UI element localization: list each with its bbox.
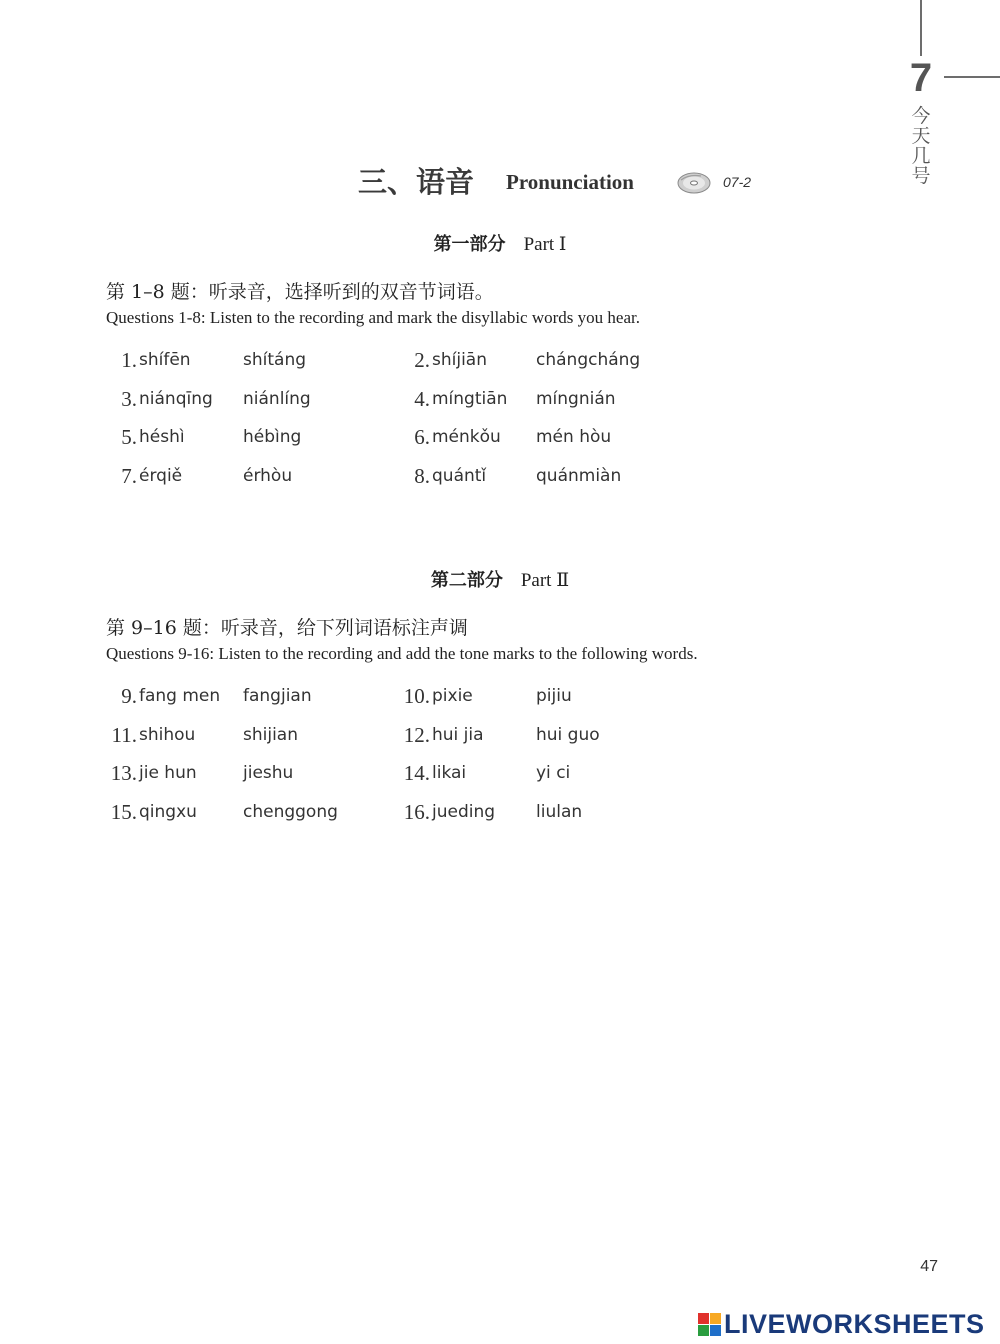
answer-option-b[interactable]: chángcháng bbox=[536, 350, 641, 370]
answer-option-a[interactable]: érqiě bbox=[139, 466, 183, 487]
part2-instruction-cn: 第 9–16 题：听录音，给下列词语标注声调 bbox=[106, 617, 468, 639]
page-number: 47 bbox=[920, 1258, 938, 1275]
question-number bbox=[399, 462, 430, 490]
question-number-label: 6. bbox=[414, 425, 430, 450]
answer-option-b[interactable]: érhòu bbox=[243, 466, 293, 487]
answer-option-b[interactable]: hui guo bbox=[536, 724, 600, 745]
question-number bbox=[399, 346, 430, 374]
logo-block bbox=[710, 1313, 721, 1324]
logo-block bbox=[698, 1325, 709, 1336]
answer-option-b[interactable]: chenggong bbox=[243, 802, 338, 823]
chapter-title: 今 天 几 号 bbox=[911, 105, 931, 187]
answer-option-a[interactable]: quántǐ bbox=[432, 466, 487, 487]
audio-track-number: 07-2 bbox=[723, 174, 752, 190]
question-number bbox=[106, 423, 137, 451]
liveworksheets-logo[interactable] bbox=[698, 1308, 985, 1340]
question-number-label: 16. bbox=[403, 800, 430, 825]
question-number-label: 13. bbox=[110, 761, 137, 786]
question-number bbox=[106, 682, 137, 710]
answer-option-b[interactable]: míngnián bbox=[536, 388, 616, 409]
question-number-label: 4. bbox=[414, 386, 430, 411]
question-number-label: 3. bbox=[121, 386, 137, 411]
answer-option-a[interactable]: likai bbox=[432, 763, 467, 784]
chapter-number: 7 bbox=[909, 56, 933, 100]
question-number bbox=[399, 385, 430, 413]
answer-option-b[interactable]: liulan bbox=[536, 802, 583, 823]
question-number bbox=[399, 759, 430, 787]
question-number-label: 14. bbox=[403, 761, 430, 786]
question-number-label: 12. bbox=[403, 722, 430, 747]
question-number bbox=[106, 346, 137, 374]
chapter-tab-line bbox=[920, 0, 922, 56]
part2-heading: 第二部分 Part Ⅱ bbox=[430, 570, 570, 591]
answer-option-a[interactable]: héshì bbox=[139, 427, 185, 448]
question-number bbox=[399, 721, 430, 749]
question-number-label: 1. bbox=[121, 348, 137, 372]
question-number bbox=[399, 798, 430, 826]
section-heading bbox=[0, 160, 1000, 204]
question-number bbox=[106, 759, 137, 787]
question-number-label: 15. bbox=[110, 800, 137, 825]
question-number-label: 10. bbox=[403, 684, 430, 708]
question-number-label: 8. bbox=[414, 464, 430, 489]
answer-option-b[interactable]: niánlíng bbox=[243, 388, 311, 409]
logo-icon bbox=[698, 1313, 721, 1336]
answer-option-a[interactable]: hui jia bbox=[432, 724, 484, 745]
logo-block bbox=[698, 1313, 709, 1324]
answer-option-b[interactable]: jieshu bbox=[243, 763, 294, 784]
answer-option-a[interactable]: shíjiān bbox=[432, 350, 487, 370]
section-title-en: Pronunciation bbox=[506, 170, 634, 194]
logo-text: LIVEWORKSHEETS bbox=[724, 1309, 985, 1339]
question-number-label: 9. bbox=[121, 684, 137, 708]
question-number-label: 5. bbox=[121, 425, 137, 450]
question-number-label: 11. bbox=[111, 722, 137, 747]
part2-instruction-en: Questions 9-16: Listen to the recording and add the tone marks to the following words. bbox=[106, 644, 698, 663]
answer-option-a[interactable]: shífēn bbox=[139, 350, 191, 370]
answer-option-b[interactable]: mén hòu bbox=[536, 427, 612, 448]
answer-option-b[interactable]: pijiu bbox=[536, 686, 572, 706]
answer-option-b[interactable]: quánmiàn bbox=[536, 466, 622, 487]
answer-option-b[interactable]: shijian bbox=[243, 724, 298, 745]
question-number bbox=[106, 721, 137, 749]
answer-option-a[interactable]: jueding bbox=[432, 802, 496, 823]
answer-option-a[interactable]: pixie bbox=[432, 686, 473, 706]
part1-instruction-en: Questions 1-8: Listen to the recording and mark the disyllabic words you hear. bbox=[106, 308, 640, 327]
answer-option-a[interactable]: qingxu bbox=[139, 802, 197, 823]
question-number bbox=[106, 798, 137, 826]
answer-option-a[interactable]: míngtiān bbox=[432, 388, 508, 409]
section-title-cn: 三、语音 bbox=[358, 165, 475, 199]
question-number-label: 2. bbox=[414, 348, 430, 372]
chapter-tab-rule bbox=[944, 76, 1000, 78]
answer-option-a[interactable]: ménkǒu bbox=[432, 427, 501, 448]
cd-icon[interactable] bbox=[677, 168, 711, 201]
question-number bbox=[106, 462, 137, 490]
part1-heading: 第一部分 Part Ⅰ bbox=[433, 234, 567, 255]
answer-option-b[interactable]: hébìng bbox=[243, 427, 302, 448]
question-number bbox=[399, 682, 430, 710]
answer-option-a[interactable]: jie hun bbox=[139, 763, 197, 784]
answer-option-a[interactable]: shihou bbox=[139, 724, 196, 745]
question-number-label: 7. bbox=[121, 464, 137, 489]
answer-option-a[interactable]: fang men bbox=[139, 686, 221, 706]
answer-option-a[interactable]: niánqīng bbox=[139, 388, 213, 409]
question-number bbox=[399, 423, 430, 451]
part1-instruction-cn: 第 1–8 题：听录音，选择听到的双音节词语。 bbox=[106, 281, 494, 303]
question-number bbox=[106, 385, 137, 413]
logo-block bbox=[710, 1325, 721, 1336]
answer-option-b[interactable]: yi ci bbox=[536, 763, 571, 784]
answer-option-b[interactable]: shítáng bbox=[243, 350, 307, 370]
answer-option-b[interactable]: fangjian bbox=[243, 686, 312, 706]
